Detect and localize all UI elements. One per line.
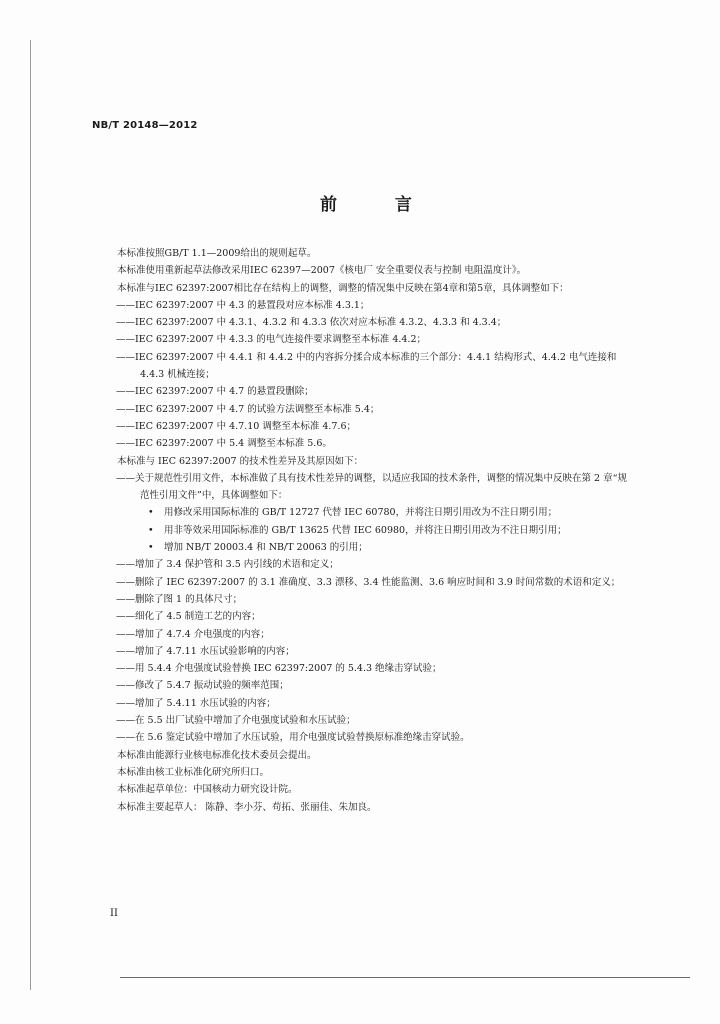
paragraph: 本标准按照GB/T 1.1—2009给出的规则起草。 [117,248,317,259]
paragraph: 本标准起草单位：中国核动力研究设计院。 [117,784,298,796]
paragraph: 本标准由核工业标准化研究所归口。 [117,766,270,778]
technical-diff-item: ——细化了 4.5 制造工艺的内容； [116,611,261,623]
bullet-item [92,522,630,539]
technical-diff-item: ——删除了图 1 的具体尺寸； [116,593,243,605]
technical-diff-item: ——删除了 IEC 62397:2007 的 3.1 准确度、3.3 漂移、3.4 性能监测、3.6 响应时间和 3.9 时间常数的术语和定义； [116,576,621,588]
technical-diff-item: ——在 5.5 出厂试验中增加了介电强度试验和水压试验； [116,715,356,727]
paragraph: 本标准与IEC 62397:2007相比存在结构上的调整，调整的情况集中反映在第4章和第5章，具体调整如下： [117,282,569,294]
standard-code-header: NB/T 20148—2012 [92,120,198,131]
page-number: II [110,908,118,919]
technical-diff-item: ——用 5.4.4 介电强度试验替换 IEC 62397:2007 的 5.4.3 绝缘击穿试验； [116,663,442,675]
binding-edge-rule [30,40,31,990]
structure-change-item: ——IEC 62397:2007 中 4.3 的悬置段对应本标准 4.3.1； [116,299,370,311]
technical-diff-item: ——在 5.6 鉴定试验中增加了水压试验，用介电强度试验替换原标准绝缘击穿试验。 [116,732,470,744]
paragraph: 本标准主要起草人： 陈静、李小芬、苟拓、张丽佳、朱加良。 [117,801,377,813]
paragraph: 本标准使用重新起草法修改采用IEC 62397—2007《核电厂 安全重要仪表与控制 电阻温度计》。 [117,265,527,277]
structure-change-item: ——IEC 62397:2007 中 5.4 调整至本标准 5.6。 [116,438,332,450]
paragraph: 本标准由能源行业核电标准化技术委员会提出。 [117,749,317,761]
bullet-text: 用非等效采用国际标准的 GB/T 13625 代替 IEC 60980，并将注日期引用改为不注日期引用； [164,524,567,536]
structure-change-item: ——IEC 62397:2007 中 4.7.10 调整至本标准 4.7.6； [116,420,357,432]
structure-change-item: ——IEC 62397:2007 中 4.3.3 的电气连接件要求调整至本标准 4.4.2； [116,334,426,346]
technical-diff-item: ——增加了 4.7.4 介电强度的内容； [116,628,270,640]
page-title: 前 言 [320,195,438,215]
bullet-icon: • [148,524,154,536]
bullet-icon: • [148,507,154,519]
bullet-text: 用修改采用国际标准的 GB/T 12727 代替 IEC 60780，并将注日期引用改为不注日期引用； [164,507,558,519]
bullet-icon: • [148,542,154,554]
technical-diff-item: ——增加了 3.4 保护管和 3.5 内引线的术语和定义； [116,559,339,571]
technical-diff-item: ——修改了 5.4.7 振动试验的频率范围； [116,680,289,692]
bullet-item [92,539,630,556]
footer-rule [120,977,690,978]
structure-change-item: ——IEC 62397:2007 中 4.4.1 和 4.4.2 中的内容拆分揉合成本标准的三个部分：4.4.1 结构形式、4.4.2 电气连接和 4.4.3 机械连接； [116,351,617,381]
structure-change-item: ——IEC 62397:2007 中 4.7 的悬置段删除； [116,386,314,398]
structure-change-item: ——IEC 62397:2007 中 4.3.1、4.3.2 和 4.3.3 依次对应本标准 4.3.2、4.3.3 和 4.3.4； [116,317,507,329]
bullet-item [92,504,630,521]
structure-change-item: ——IEC 62397:2007 中 4.7 的试验方法调整至本标准 5.4； [116,403,380,415]
technical-diff-intro: ——关于规范性引用文件，本标准做了具有技术性差异的调整，以适应我国的技术条件，调整的情况集中反映在第 2 章“规范性引用文件”中，具体调整如下： [116,472,627,502]
technical-diff-item: ——增加了 5.4.11 水压试验的内容； [116,697,276,709]
technical-diff-item: ——增加了 4.7.11 水压试验影响的内容； [116,645,295,657]
bullet-text: 增加 NB/T 20003.4 和 NB/T 20063 的引用； [164,542,368,554]
paragraph: 本标准与 IEC 62397:2007 的技术性差异及其原因如下： [117,455,364,467]
foreword-body [92,245,630,816]
